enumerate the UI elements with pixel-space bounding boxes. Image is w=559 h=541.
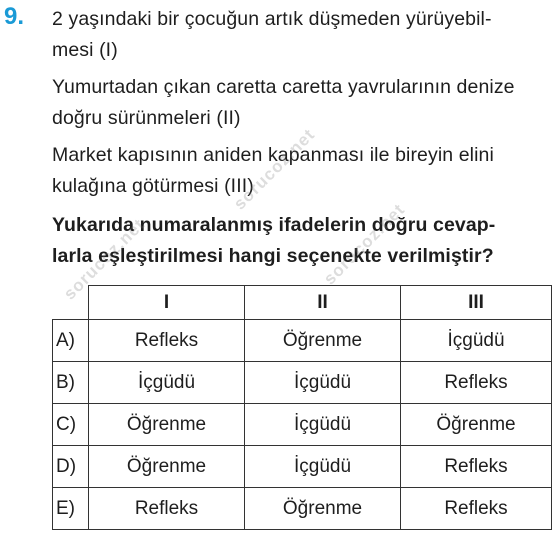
option-row-c[interactable]: [53, 404, 552, 446]
header-col-1: I: [89, 286, 245, 320]
option-label[interactable]: B): [53, 362, 89, 404]
table-cell: Öğrenme: [89, 404, 245, 446]
answer-table-header-row: [53, 286, 552, 320]
table-cell: İçgüdü: [245, 404, 401, 446]
table-cell: İçgüdü: [245, 362, 401, 404]
table-cell: Refleks: [401, 488, 552, 530]
table-cell: Öğrenme: [401, 404, 552, 446]
statement-1-line-2: mesi (I): [52, 39, 118, 61]
question-line-2: larla eşleştirilmesi hangi seçenekte verilmiştir?: [52, 245, 494, 267]
table-cell: Refleks: [89, 488, 245, 530]
statement-2-line-1: Yumurtadan çıkan caretta caretta yavrularının denize: [52, 76, 515, 98]
question-line-1: Yukarıda numaralanmış ifadelerin doğru cevap-: [52, 214, 496, 236]
question-number: 9.: [4, 3, 25, 30]
option-label[interactable]: C): [53, 404, 89, 446]
option-label[interactable]: A): [53, 320, 89, 362]
table-cell: Öğrenme: [245, 488, 401, 530]
table-cell: Öğrenme: [89, 446, 245, 488]
table-cell: Öğrenme: [245, 320, 401, 362]
table-cell: Refleks: [89, 320, 245, 362]
statement-3-line-2: kulağına götürmesi (III): [52, 175, 254, 197]
header-col-3: III: [401, 286, 552, 320]
option-label[interactable]: E): [53, 488, 89, 530]
statement-1-line-1: 2 yaşındaki bir çocuğun artık düşmeden yürüyebil-: [52, 8, 492, 30]
watermark: sorucoz.net: [320, 199, 409, 289]
table-cell: Refleks: [401, 362, 552, 404]
option-row-a[interactable]: [53, 320, 552, 362]
option-row-b[interactable]: [53, 362, 552, 404]
watermark: sorucoz.net: [60, 214, 149, 304]
statement-2: [52, 72, 552, 134]
answer-table: [52, 285, 552, 530]
statement-1: [52, 4, 552, 66]
header-col-2: II: [245, 286, 401, 320]
table-cell: Refleks: [401, 446, 552, 488]
table-cell: İçgüdü: [401, 320, 552, 362]
statement-3-line-1: Market kapısının aniden kapanması ile bireyin elini: [52, 144, 494, 166]
statement-2-line-2: doğru sürünmeleri (II): [52, 107, 241, 129]
table-cell: İçgüdü: [245, 446, 401, 488]
watermark: sorucoz.net: [230, 124, 319, 214]
option-row-d[interactable]: [53, 446, 552, 488]
table-cell: İçgüdü: [89, 362, 245, 404]
option-label[interactable]: D): [53, 446, 89, 488]
option-row-e[interactable]: [53, 488, 552, 530]
